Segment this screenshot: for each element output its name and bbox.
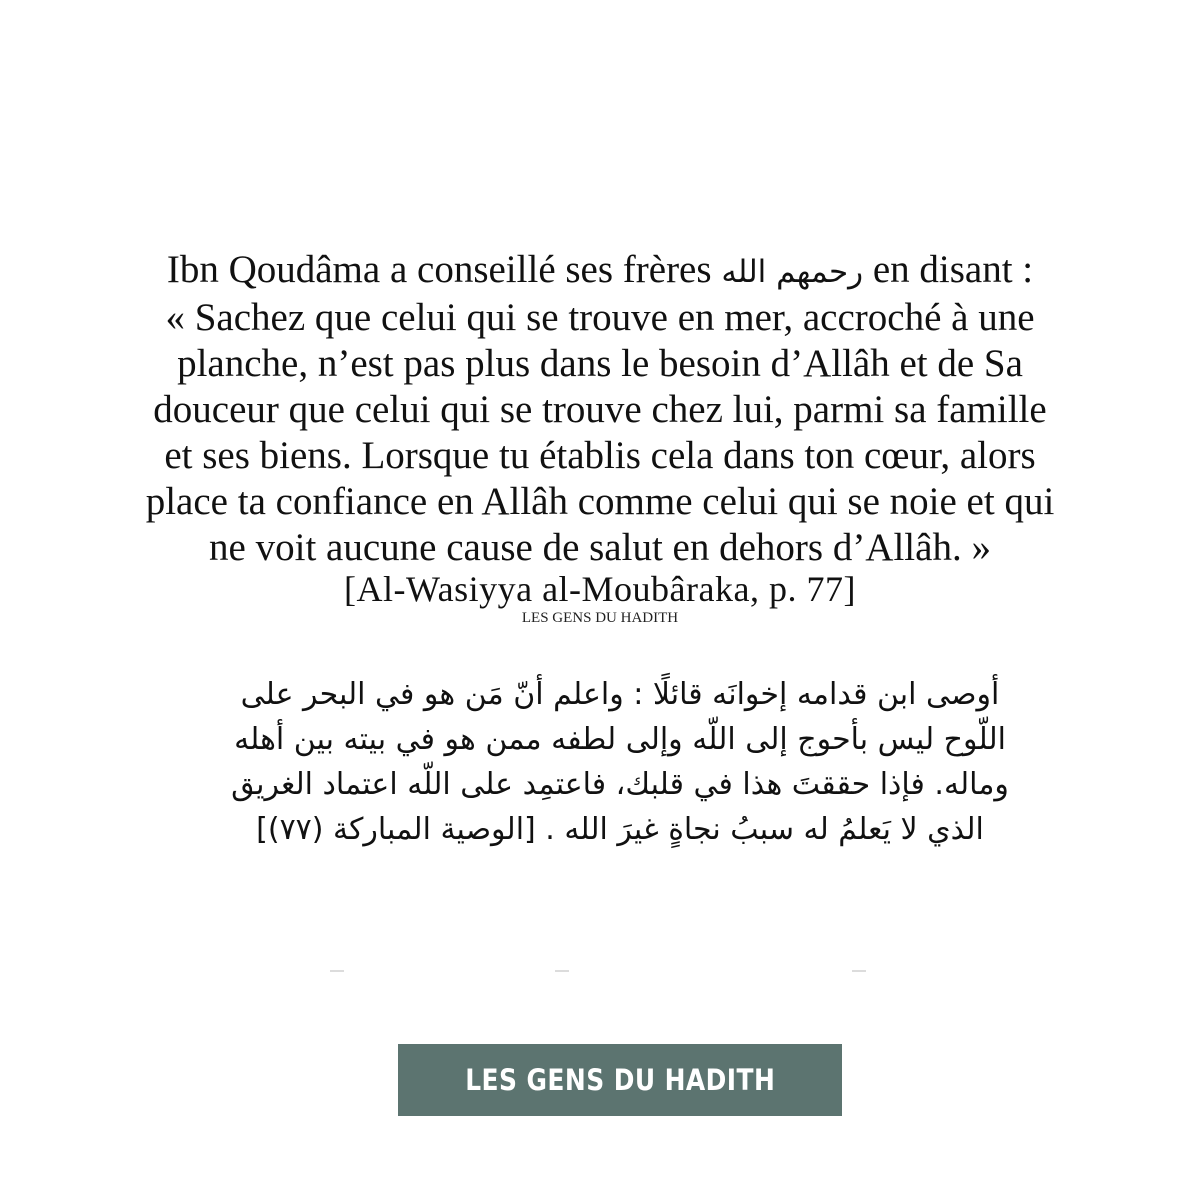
- arabic-quote-line-3: وماله. فإذا حققتَ هذا في قلبك، فاعتمِد على اللّه اعتماد الغريق: [231, 767, 1009, 802]
- brand-logo-text: LES GENS DU HADITH: [464, 1063, 776, 1097]
- arabic-quote-line-1: أوصى ابن قدامه إخوانَه قائلًا : واعلم أنّ مَن هو في البحر على: [240, 677, 1000, 712]
- french-quote-line-5: et ses biens. Lorsque tu établis cela dans ton cœur, alors: [164, 434, 1036, 477]
- source-citation-french: [Al-Wasiyya al-Moubâraka, p. 77]: [344, 569, 856, 609]
- brand-logo-bar: [398, 1044, 842, 1116]
- arabic-quote-line-2: اللّوح ليس بأحوج إلى اللّه وإلى لطفه ممن هو في بيته بين أهله: [234, 722, 1006, 757]
- divider-left: [330, 970, 344, 972]
- arabic-quote: [110, 672, 1130, 852]
- honorific-arabic: رحمهم الله: [721, 254, 864, 290]
- french-quote-line-7: ne voit aucune cause de salut en dehors d’Allâh. »: [209, 526, 991, 569]
- french-quote-line-6: place ta confiance en Allâh comme celui qui se noie et qui: [145, 480, 1055, 523]
- french-quote-line-3: planche, n’est pas plus dans le besoin d’Allâh et de Sa: [177, 342, 1023, 385]
- arabic-quote-line-4: الذي لا يَعلمُ له سببُ نجاةٍ غيرَ الله . [الوصية المباركة (٧٧)]: [256, 812, 984, 847]
- french-quote: [40, 247, 1160, 571]
- french-quote-line-1: [40, 247, 1160, 295]
- divider-center: [555, 970, 569, 972]
- divider-right: [852, 970, 866, 972]
- french-quote-line-4: douceur que celui qui se trouve chez lui, parmi sa famille: [153, 388, 1047, 431]
- watermark-text: LES GENS DU HADITH: [521, 610, 679, 626]
- french-quote-line-2: « Sachez que celui qui se trouve en mer, accroché à une: [165, 296, 1035, 339]
- french-quote-line-1-start: Ibn Qoudâma a conseillé ses frères: [166, 248, 722, 291]
- french-quote-line-1-end: en disant :: [863, 248, 1034, 291]
